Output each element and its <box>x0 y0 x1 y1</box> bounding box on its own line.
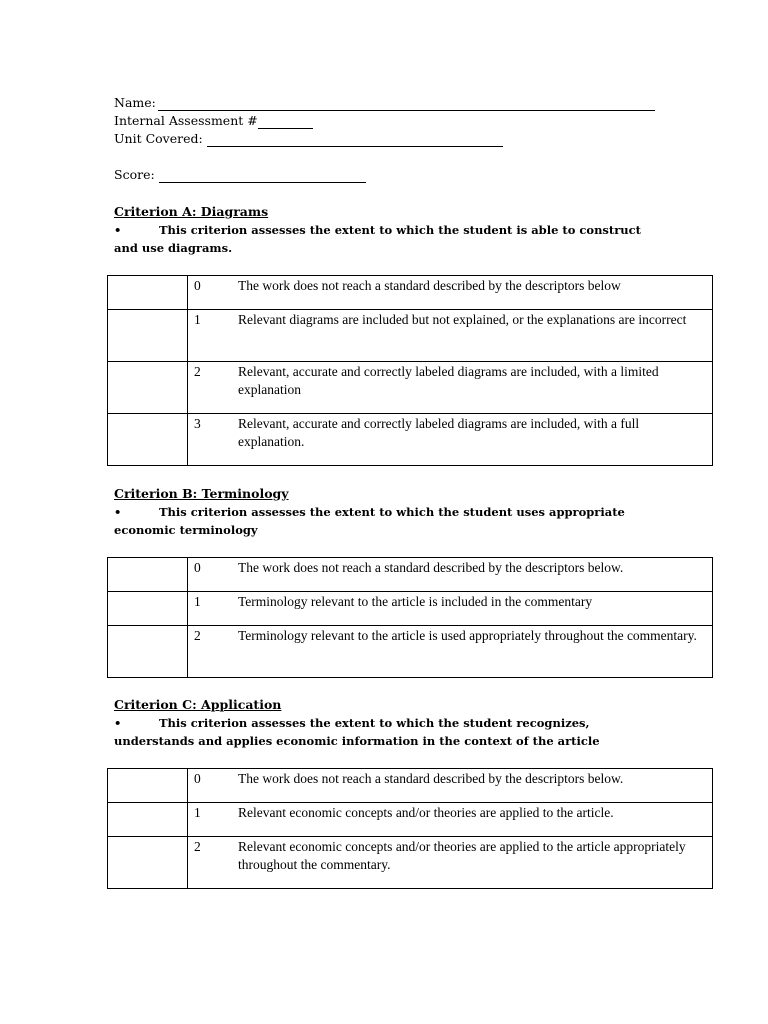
criterion-a-desc-line1: This criterion assesses the extent to which the student is able to construct <box>159 223 641 237</box>
descriptor-text: Relevant diagrams are included but not explained, or the explanations are incorrect <box>238 312 687 327</box>
descriptor-cell <box>188 276 713 310</box>
bullet-icon: • <box>114 505 122 519</box>
score-field <box>114 167 366 183</box>
bullet-icon: • <box>114 716 122 730</box>
criterion-c-description <box>114 714 600 750</box>
assessment-number-blank-line[interactable] <box>258 116 313 129</box>
score-cell[interactable] <box>108 803 188 837</box>
table-row <box>108 558 713 592</box>
table-row <box>108 414 713 466</box>
descriptor-text: Terminology relevant to the article is included in the commentary <box>238 594 593 609</box>
criterion-b-title: Criterion B: Terminology <box>114 486 289 501</box>
score-cell[interactable] <box>108 592 188 626</box>
descriptor-text: Relevant, accurate and correctly labeled diagrams are included, with a full explanation. <box>238 416 640 449</box>
score-label: Score: <box>114 167 155 182</box>
level-number: 2 <box>194 364 201 379</box>
score-cell[interactable] <box>108 414 188 466</box>
table-row <box>108 769 713 803</box>
descriptor-cell <box>188 310 713 362</box>
unit-covered-blank-line[interactable] <box>207 134 503 147</box>
score-cell[interactable] <box>108 362 188 414</box>
unit-covered-label: Unit Covered: <box>114 131 203 146</box>
score-cell[interactable] <box>108 310 188 362</box>
table-row <box>108 310 713 362</box>
table-row <box>108 803 713 837</box>
bullet-icon: • <box>114 223 122 237</box>
criterion-a-description <box>114 221 641 257</box>
descriptor-cell <box>188 837 713 889</box>
criterion-c-desc-line2: understands and applies economic information in the context of the article <box>114 734 600 748</box>
criterion-a-table <box>107 275 713 466</box>
level-number: 0 <box>194 278 201 293</box>
level-number: 2 <box>194 839 201 854</box>
descriptor-cell <box>188 626 713 678</box>
descriptor-cell <box>188 414 713 466</box>
descriptor-cell <box>188 592 713 626</box>
level-number: 2 <box>194 628 201 643</box>
descriptor-cell <box>188 769 713 803</box>
level-number: 0 <box>194 771 201 786</box>
criterion-b-description <box>114 503 625 539</box>
table-row <box>108 362 713 414</box>
descriptor-text: Relevant economic concepts and/or theories are applied to the article appropriately throughout the commentary. <box>238 839 686 872</box>
criterion-a-title: Criterion A: Diagrams <box>114 204 269 219</box>
descriptor-cell <box>188 558 713 592</box>
table-row <box>108 837 713 889</box>
criterion-c-title: Criterion C: Application <box>114 697 282 712</box>
descriptor-text: The work does not reach a standard described by the descriptors below. <box>238 771 624 786</box>
name-label: Name: <box>114 95 156 110</box>
descriptor-text: Relevant, accurate and correctly labeled diagrams are included, with a limited explanation <box>238 364 659 397</box>
criterion-b-desc-line1: This criterion assesses the extent to which the student uses appropriate <box>159 505 625 519</box>
score-cell[interactable] <box>108 837 188 889</box>
criterion-c-table <box>107 768 713 889</box>
score-cell[interactable] <box>108 276 188 310</box>
descriptor-text: The work does not reach a standard described by the descriptors below <box>238 278 621 293</box>
descriptor-text: Terminology relevant to the article is used appropriately throughout the commentary. <box>238 628 697 643</box>
criterion-b-desc-line2: economic terminology <box>114 523 258 537</box>
name-blank-line[interactable] <box>158 98 655 111</box>
criterion-c-desc-line1: This criterion assesses the extent to which the student recognizes, <box>159 716 590 730</box>
descriptor-cell <box>188 803 713 837</box>
assessment-number-field <box>114 113 313 129</box>
table-row <box>108 626 713 678</box>
criterion-a-desc-line2: and use diagrams. <box>114 241 233 255</box>
name-field <box>114 95 655 111</box>
table-row <box>108 592 713 626</box>
level-number: 1 <box>194 594 201 609</box>
descriptor-text: Relevant economic concepts and/or theories are applied to the article. <box>238 805 614 820</box>
assessment-number-label: Internal Assessment # <box>114 113 258 128</box>
descriptor-cell <box>188 362 713 414</box>
score-cell[interactable] <box>108 558 188 592</box>
score-cell[interactable] <box>108 769 188 803</box>
score-blank-line[interactable] <box>159 170 366 183</box>
table-row <box>108 276 713 310</box>
level-number: 0 <box>194 560 201 575</box>
level-number: 1 <box>194 805 201 820</box>
descriptor-text: The work does not reach a standard described by the descriptors below. <box>238 560 624 575</box>
score-cell[interactable] <box>108 626 188 678</box>
criterion-b-table <box>107 557 713 678</box>
level-number: 1 <box>194 312 201 327</box>
unit-covered-field <box>114 131 503 147</box>
level-number: 3 <box>194 416 201 431</box>
